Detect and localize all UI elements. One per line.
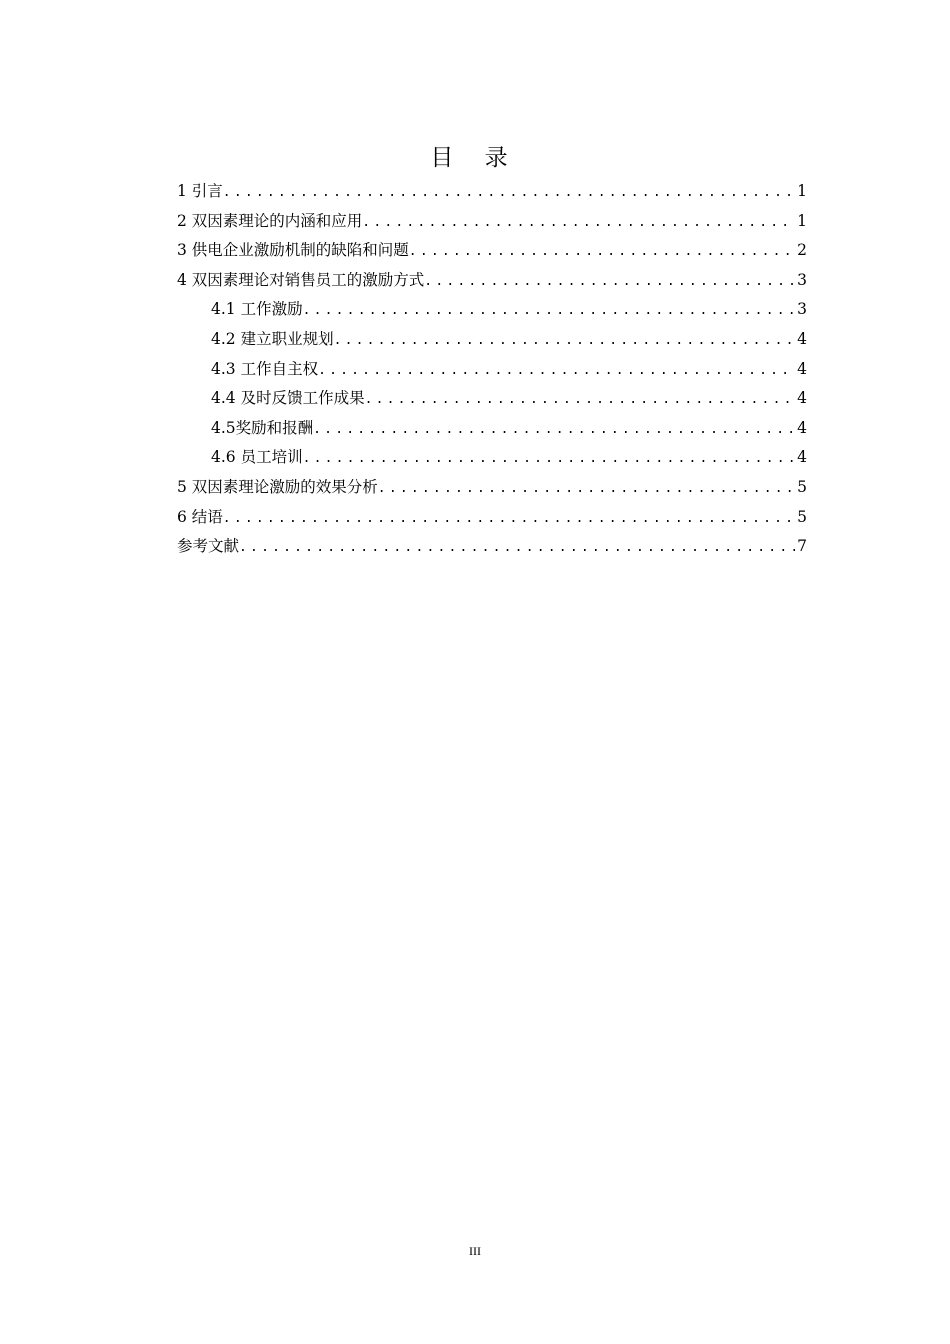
toc-entry[interactable] [177, 503, 807, 533]
toc-subentry[interactable] [177, 414, 807, 444]
toc-entry[interactable] [177, 266, 807, 296]
toc-leader-dots [409, 237, 795, 267]
toc-entry-page: 4 [797, 359, 807, 378]
toc-leader-dots [223, 178, 795, 208]
toc-entry-label: 4 双因素理论对销售员工的激励方式 [177, 270, 425, 289]
toc-entry-label: 2 双因素理论的内涵和应用 [177, 211, 363, 230]
toc-entry-label: 4.1 工作激励 [211, 300, 303, 319]
toc-entry-page: 4 [797, 329, 807, 348]
toc-leader-dots [303, 296, 796, 326]
toc-entry-page: 5 [797, 507, 807, 526]
toc-leader-dots [239, 533, 795, 563]
toc-entry[interactable] [177, 177, 807, 207]
toc-entry-label: 1 引言 [177, 182, 223, 200]
page-number: III [469, 1244, 481, 1258]
toc-entry-label: 4.4 及时反馈工作成果 [211, 389, 365, 408]
toc-subentry[interactable] [177, 384, 807, 414]
toc-entry-page: 4 [797, 389, 807, 408]
toc-leader-dots [365, 385, 796, 415]
toc-entry[interactable] [177, 236, 807, 266]
toc-entry-page: 1 [797, 182, 807, 200]
toc-subentry[interactable] [177, 325, 807, 355]
toc-subentry[interactable] [177, 355, 807, 385]
toc-leader-dots [334, 326, 796, 356]
toc-entry-page: 2 [797, 241, 807, 260]
toc-entry-label: 4.2 建立职业规划 [211, 329, 334, 348]
toc-leader-dots [313, 415, 795, 445]
toc-entry-page: 5 [797, 477, 807, 496]
toc-leader-dots [362, 208, 795, 238]
toc-entry-page: 3 [797, 300, 807, 319]
toc-entry-page: 1 [797, 211, 807, 230]
toc-leader-dots [223, 504, 795, 534]
toc-entry-page: 3 [797, 270, 807, 289]
toc-leader-dots [424, 267, 795, 297]
table-of-contents [177, 177, 807, 562]
toc-entry-label: 4.6 员工培训 [211, 448, 303, 467]
toc-entry-label: 6 结语 [177, 507, 223, 526]
toc-entry-label: 参考文献 [177, 537, 240, 556]
toc-leader-dots [378, 474, 795, 504]
toc-entry-page: 7 [797, 537, 807, 556]
toc-leader-dots [318, 356, 795, 386]
toc-title: 目 录 [430, 145, 520, 171]
toc-leader-dots [303, 444, 796, 474]
toc-entry-label: 5 双因素理论激励的效果分析 [177, 477, 378, 496]
toc-entry-label: 4.5奖励和报酬 [211, 418, 314, 437]
toc-subentry[interactable] [177, 295, 807, 325]
toc-entry-label: 4.3 工作自主权 [211, 359, 319, 378]
toc-entry-page: 4 [797, 448, 807, 467]
toc-entry[interactable] [177, 532, 807, 562]
toc-entry[interactable] [177, 473, 807, 503]
toc-entry-label: 3 供电企业激励机制的缺陷和问题 [177, 241, 409, 260]
toc-subentry[interactable] [177, 443, 807, 473]
toc-entry[interactable] [177, 207, 807, 237]
toc-entry-page: 4 [797, 418, 807, 437]
